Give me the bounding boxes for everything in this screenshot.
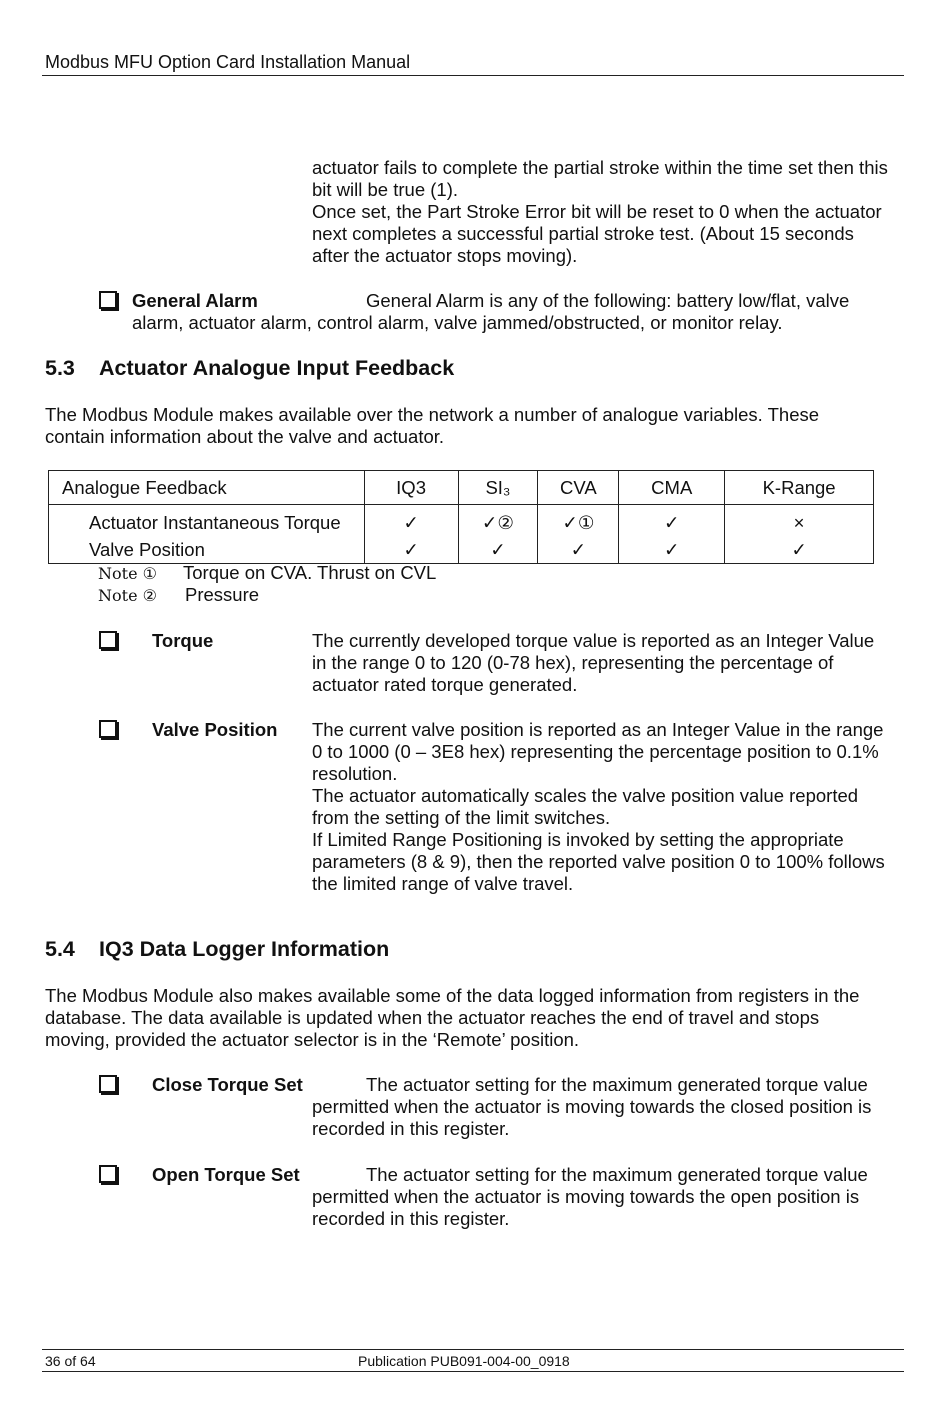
- note-1-key: Note ①: [98, 564, 157, 583]
- general-alarm-term: General Alarm: [132, 290, 258, 311]
- table-cell: Actuator Instantaneous Torque: [49, 505, 365, 537]
- text-line: from the setting of the limit switches.: [312, 807, 611, 828]
- footer-rule-bottom: [42, 1371, 904, 1372]
- table-cell: ✓: [364, 505, 458, 537]
- text-line: database. The data available is updated when the actuator reaches the end of travel and stops: [45, 1007, 820, 1028]
- table-row: [49, 505, 874, 537]
- text-line: after the actuator stops moving).: [312, 245, 578, 266]
- text-line: recorded in this register.: [312, 1208, 510, 1229]
- table-header-row: [49, 471, 874, 505]
- column-header: Analogue Feedback: [49, 471, 365, 505]
- text-line: The Modbus Module also makes available some of the data logged information from registers in the: [45, 985, 860, 1006]
- section-5-4-intro: [45, 985, 859, 1051]
- section-5-3-number: 5.3: [45, 356, 75, 380]
- column-header: CMA: [619, 471, 725, 505]
- column-header: IQ3: [364, 471, 458, 505]
- valve-position-term: Valve Position: [152, 719, 278, 740]
- text-line: parameters (8 & 9), then the reported valve position 0 to 100% follows: [312, 851, 885, 872]
- table-cell: Valve Position: [49, 536, 365, 564]
- close-torque-line-1: The actuator setting for the maximum generated torque value: [366, 1074, 868, 1095]
- table-cell: ✓: [458, 536, 538, 564]
- text-line: permitted when the actuator is moving towards the closed position is: [312, 1096, 872, 1117]
- table-cell: ✓①: [538, 505, 619, 537]
- page-number: 36 of 64: [45, 1353, 96, 1369]
- running-header: Modbus MFU Option Card Installation Manual: [45, 52, 411, 72]
- checkbox-bullet-icon: [99, 291, 117, 309]
- text-line: If Limited Range Positioning is invoked by setting the appropriate: [312, 829, 844, 850]
- text-line: Once set, the Part Stroke Error bit will be reset to 0 when the actuator: [312, 201, 882, 222]
- valve-position-description: [312, 719, 885, 895]
- open-torque-line-1: The actuator setting for the maximum generated torque value: [366, 1164, 868, 1185]
- close-torque-description: [312, 1096, 871, 1140]
- table-cell: ✓②: [458, 505, 538, 537]
- text-line: The Modbus Module makes available over the network a number of analogue variables. These: [45, 404, 820, 425]
- text-line: recorded in this register.: [312, 1118, 510, 1139]
- table-row: [49, 536, 874, 564]
- analogue-feedback-table: [48, 470, 874, 564]
- checkbox-bullet-icon: [99, 720, 117, 738]
- torque-description: [312, 630, 874, 696]
- checkbox-bullet-icon: [99, 631, 117, 649]
- text-line: the limited range of valve travel.: [312, 873, 574, 894]
- table-cell: ✓: [538, 536, 619, 564]
- table-cell: ✓: [364, 536, 458, 564]
- section-5-3-title: Actuator Analogue Input Feedback: [99, 356, 455, 380]
- header-rule: [42, 75, 904, 76]
- text-line: The actuator automatically scales the valve position value reported: [312, 785, 859, 806]
- close-torque-term: Close Torque Set: [152, 1074, 303, 1095]
- text-line: moving, provided the actuator selector is in the ‘Remote’ position.: [45, 1029, 580, 1050]
- table-cell: ✓: [619, 536, 725, 564]
- column-header: SI₃: [458, 471, 538, 505]
- column-header: K-Range: [725, 471, 874, 505]
- checkbox-bullet-icon: [99, 1165, 117, 1183]
- section-5-4-number: 5.4: [45, 937, 75, 961]
- footer-rule-top: [42, 1349, 904, 1350]
- text-line: The currently developed torque value is reported as an Integer Value: [312, 630, 875, 651]
- note-2-key: Note ②: [98, 586, 157, 605]
- table-cell: ✓: [725, 536, 874, 564]
- open-torque-description: [312, 1186, 859, 1230]
- text-line: permitted when the actuator is moving towards the open position is: [312, 1186, 860, 1207]
- text-line: in the range 0 to 120 (0-78 hex), representing the percentage of: [312, 652, 834, 673]
- column-header: CVA: [538, 471, 619, 505]
- publication-number: Publication PUB091-004-00_0918: [358, 1353, 570, 1369]
- text-line: The current valve position is reported as an Integer Value in the range: [312, 719, 884, 740]
- text-line: next completes a successful partial stroke test. (About 15 seconds: [312, 223, 854, 244]
- text-line: 0 to 1000 (0 – 3E8 hex) representing the percentage position to 0.1%: [312, 741, 879, 762]
- torque-term: Torque: [152, 630, 214, 651]
- note-1-text: Torque on CVA. Thrust on CVL: [183, 562, 437, 583]
- note-2-text: Pressure: [185, 584, 260, 605]
- general-alarm-line-1: General Alarm is any of the following: battery low/flat, valve: [366, 290, 850, 311]
- text-line: contain information about the valve and actuator.: [45, 426, 445, 447]
- table-cell: ×: [725, 505, 874, 537]
- text-line: resolution.: [312, 763, 398, 784]
- text-line: actuator rated torque generated.: [312, 674, 578, 695]
- open-torque-term: Open Torque Set: [152, 1164, 300, 1185]
- section-5-4-title: IQ3 Data Logger Information: [99, 937, 390, 961]
- part-stroke-description: [312, 157, 888, 267]
- text-line: bit will be true (1).: [312, 179, 458, 200]
- text-line: actuator fails to complete the partial stroke within the time set then this: [312, 157, 888, 178]
- table-cell: ✓: [619, 505, 725, 537]
- general-alarm-line-2: alarm, actuator alarm, control alarm, valve jammed/obstructed, or monitor relay.: [132, 312, 783, 333]
- checkbox-bullet-icon: [99, 1075, 117, 1093]
- section-5-3-intro: [45, 404, 819, 448]
